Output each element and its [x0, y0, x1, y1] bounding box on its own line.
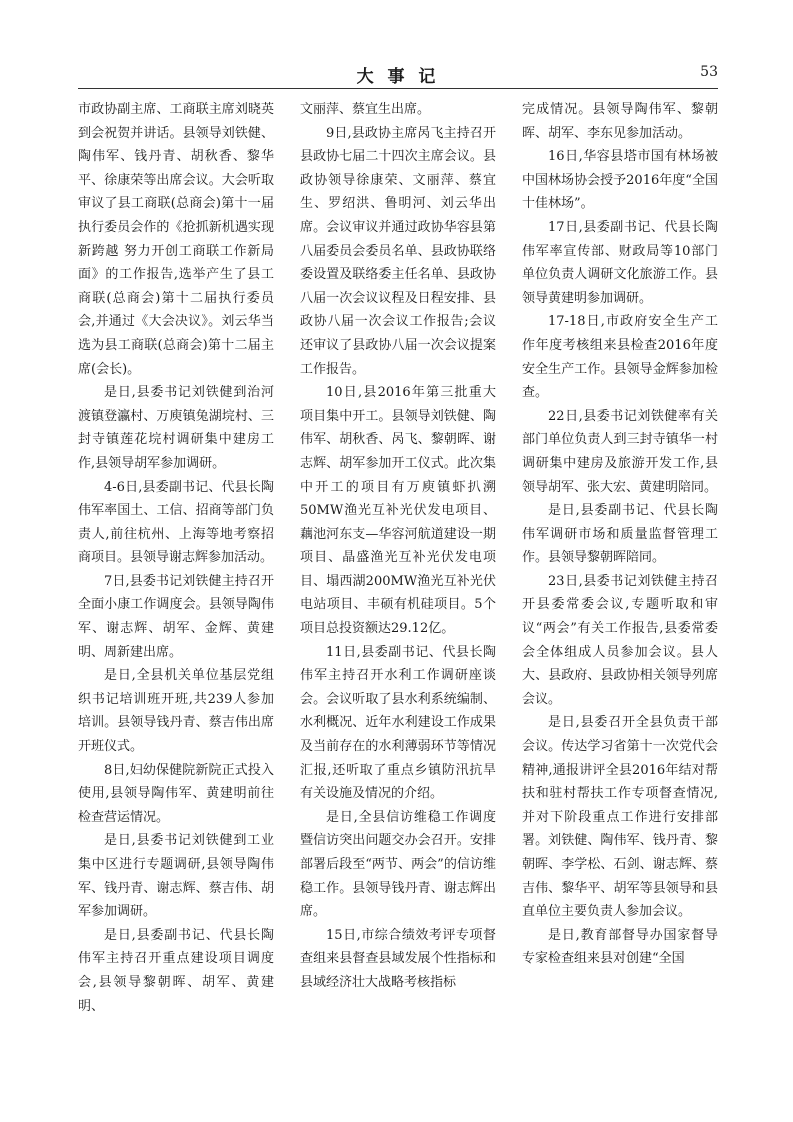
paragraph: 7日,县委书记刘铁健主持召开全面小康工作调度会。县领导陶伟军、谢志辉、胡军、金辉、黄建明、周新建出席。 [78, 573, 274, 660]
paragraph: 16日,华容县塔市国有林场被中国林场协会授予2016年度“全国十佳林场”。 [522, 149, 718, 212]
paragraph: 是日,全县信访维稳工作调度暨信访突出问题交办会召开。安排部署后段至“两节、两会”的信访维稳工作。县领导钱丹青、谢志辉出席。 [300, 809, 496, 920]
paragraph: 9日,县政协主席呙飞主持召开县政协七届二十四次主席会议。县政协领导徐康荣、文丽萍、蔡宜生、罗绍洪、鲁明河、刘云华出席。会议审议并通过政协华容县第八届委员会委员名单、县政协联络委设置及联络委主任名单、县政协八届一次会议议程及日程安排、县政协八届一次会议工作报告;会议还审议了县政协八届一次会议提案工作报告。 [300, 125, 496, 377]
paragraph: 15日,市综合绩效考评专项督查组来县督查县域发展个性指标和县域经济壮大战略考核指标 [300, 927, 496, 990]
paragraph: 是日,县委召开全县负责干部会议。传达学习省第十一次党代会精神,通报讲评全县2016年结对帮扶和驻村帮扶工作专项督查情况,并对下阶段重点工作进行安排部署。刘铁健、陶伟军、钱丹青、黎朝晖、李学松、石剑、谢志辉、蔡吉伟、黎华平、胡军等县领导和县直单位主要负责人参加会议。 [522, 715, 718, 920]
paragraph: 完成情况。县领导陶伟军、黎朝晖、胡军、李东见参加活动。 [522, 102, 718, 141]
paragraph: 11日,县委副书记、代县长陶伟军主持召开水利工作调研座谈会。会议听取了县水利系统编制、水利概况、近年水利建设工作成果及当前存在的水利薄弱环节等情况汇报,还听取了重点乡镇防汛抗旱有关设施及情况的介绍。 [300, 644, 496, 802]
paragraph: 是日,县委书记刘铁健到治河渡镇登瀛村、万庾镇兔湖垸村、三封寺镇莲花垸村调研集中建房工作,县领导胡军参加调研。 [78, 385, 274, 471]
page-number: 53 [700, 64, 718, 80]
paragraph: 17日,县委副书记、代县长陶伟军率宣传部、财政局等10部门单位负责人调研文化旅游工作。县领导黄建明参加调研。 [522, 219, 718, 306]
paragraph: 8日,妇幼保健院新院正式投入使用,县领导陶伟军、黄建明前往检查营运情况。 [78, 762, 274, 825]
paragraph: 文丽萍、蔡宜生出席。 [300, 102, 431, 117]
paragraph: 是日,教育部督导办国家督导专家检查组来县对创建“全国 [522, 927, 718, 967]
paragraph: 23日,县委书记刘铁健主持召开县委常委会议,专题听取和审议“两会”有关工作报告,县委常委会全体组成人员参加会议。县人大、县政府、县政协相关领导列席会议。 [522, 573, 718, 707]
text-column-3 [522, 98, 718, 971]
paragraph: 22日,县委书记刘铁健率有关部门单位负责人到三封寺镇华一村调研集中建房及旅游开发工作,县领导胡军、张大宏、黄建明陪同。 [522, 408, 718, 495]
header-rule [78, 88, 718, 89]
paragraph: 17-18日,市政府安全生产工作年度考核组来县检查2016年度安全生产工作。县领导金辉参加检查。 [522, 314, 718, 401]
text-column-2 [300, 98, 496, 995]
paragraph: 是日,县委副书记、代县长陶伟军主持召开重点建设项目调度会,县领导黎朝晖、胡军、黄建明、 [78, 927, 274, 1014]
paragraph: 是日,县委书记刘铁健到工业集中区进行专题调研,县领导陶伟军、钱丹青、谢志辉、蔡吉伟、胡军参加调研。 [78, 833, 274, 920]
text-column-1 [78, 98, 274, 1018]
paragraph: 市政协副主席、工商联主席刘晓英到会祝贺并讲话。县领导刘铁健、陶伟军、钱丹青、胡秋香、黎华平、徐康荣等出席会议。大会听取审议了县工商联(总商会)第十一届执行委员会作的《抢抓新机遇实现新跨越 努力开创工商联工作新局面》的工作报告,选举产生了县工商联(总商会)第十二届执行委员会,并通过《大会决议》。刘云华当选为县工商联(总商会)第十二届主席(会长)。 [78, 102, 274, 377]
paragraph: 4-6日,县委副书记、代县长陶伟军率国土、工信、招商等部门负责人,前往杭州、上海等地考察招商项目。县领导谢志辉参加活动。 [78, 479, 274, 566]
paragraph: 是日,县委副书记、代县长陶伟军调研市场和质量监督管理工作。县领导黎朝晖陪同。 [522, 503, 718, 566]
running-title: 大 事 记 [356, 67, 440, 87]
paragraph: 是日,全县机关单位基层党组织书记培训班开班,共239人参加培训。县领导钱丹青、蔡吉伟出席开班仪式。 [78, 668, 274, 755]
paragraph: 10日,县2016年第三批重大项目集中开工。县领导刘铁健、陶伟军、胡秋香、呙飞、黎朝晖、谢志辉、胡军参加开工仪式。此次集中开工的项目有万庾镇虾扒溯50MW渔光互补光伏发电项目、藕池河东支—华容河航道建设一期项目、晶盛渔光互补光伏发电项目、塌西湖200MW渔光互补光伏电站项目、丰硕有机硅项目。5个项目总投资额达29.12亿。 [300, 385, 496, 637]
page-header [78, 58, 718, 92]
